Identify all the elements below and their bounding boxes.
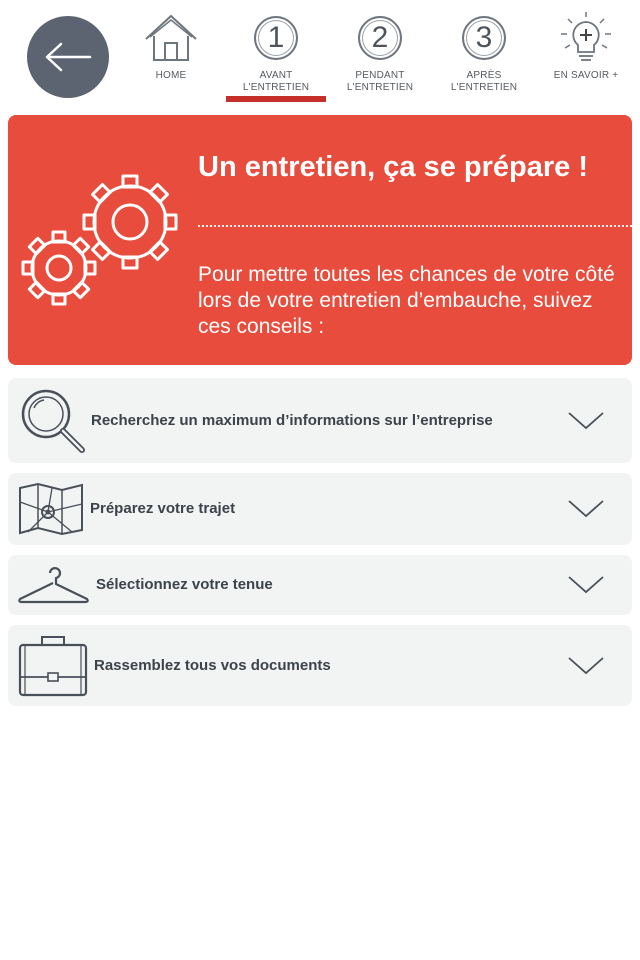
section-label: Recherchez un maximum d’informations sur l’entreprise <box>91 412 493 429</box>
nav-home-label: HOME <box>155 70 187 81</box>
arrow-left-icon <box>44 42 92 72</box>
nav-apres-label: APRÈS L'ENTRETIEN <box>450 70 518 93</box>
back-button[interactable] <box>27 16 109 98</box>
magnifier-icon <box>18 386 88 456</box>
chevron-down-icon[interactable] <box>568 657 604 675</box>
section-label: Rassemblez tous vos documents <box>94 657 331 674</box>
nav-en-savoir-plus[interactable] <box>536 10 636 82</box>
section-label: Préparez votre trajet <box>90 500 236 517</box>
section-documents[interactable] <box>8 625 632 706</box>
map-icon <box>18 482 84 536</box>
chevron-down-icon[interactable] <box>568 500 604 518</box>
briefcase-icon <box>18 633 88 699</box>
chevron-down-icon[interactable] <box>568 576 604 594</box>
hero-divider <box>198 225 632 227</box>
section-label: Sélectionnez votre tenue <box>96 576 273 593</box>
nav-apres-entretien[interactable] <box>434 10 534 94</box>
step-3-icon: 3 <box>462 16 506 60</box>
section-tenue[interactable] <box>8 555 632 615</box>
chevron-down-icon[interactable] <box>568 412 604 430</box>
step-1-icon: 1 <box>254 16 298 60</box>
section-trajet[interactable] <box>8 473 632 545</box>
nav-home[interactable] <box>121 10 221 82</box>
hanger-icon <box>17 565 91 605</box>
nav-avant-entretien[interactable] <box>226 10 326 94</box>
nav-pendant-entretien[interactable] <box>330 10 430 94</box>
nav-pendant-label: PENDANT L'ENTRETIEN <box>346 70 414 93</box>
step-2-icon: 2 <box>358 16 402 60</box>
gears-icon <box>20 170 190 310</box>
active-tab-indicator <box>226 96 326 102</box>
hero-banner <box>8 115 632 365</box>
lightbulb-icon <box>556 10 616 66</box>
section-informations-entreprise[interactable] <box>8 378 632 463</box>
page-title: Un entretien, ça se prépare ! <box>198 151 589 183</box>
hero-description: Pour mettre toutes les chances de votre côté lors de votre entretien d’embauche, suivez ces conseils : <box>198 263 615 338</box>
nav-avant-label: AVANT L'ENTRETIEN <box>242 70 310 93</box>
nav-savoir-label: EN SAVOIR + <box>553 70 619 81</box>
home-icon <box>143 12 199 64</box>
